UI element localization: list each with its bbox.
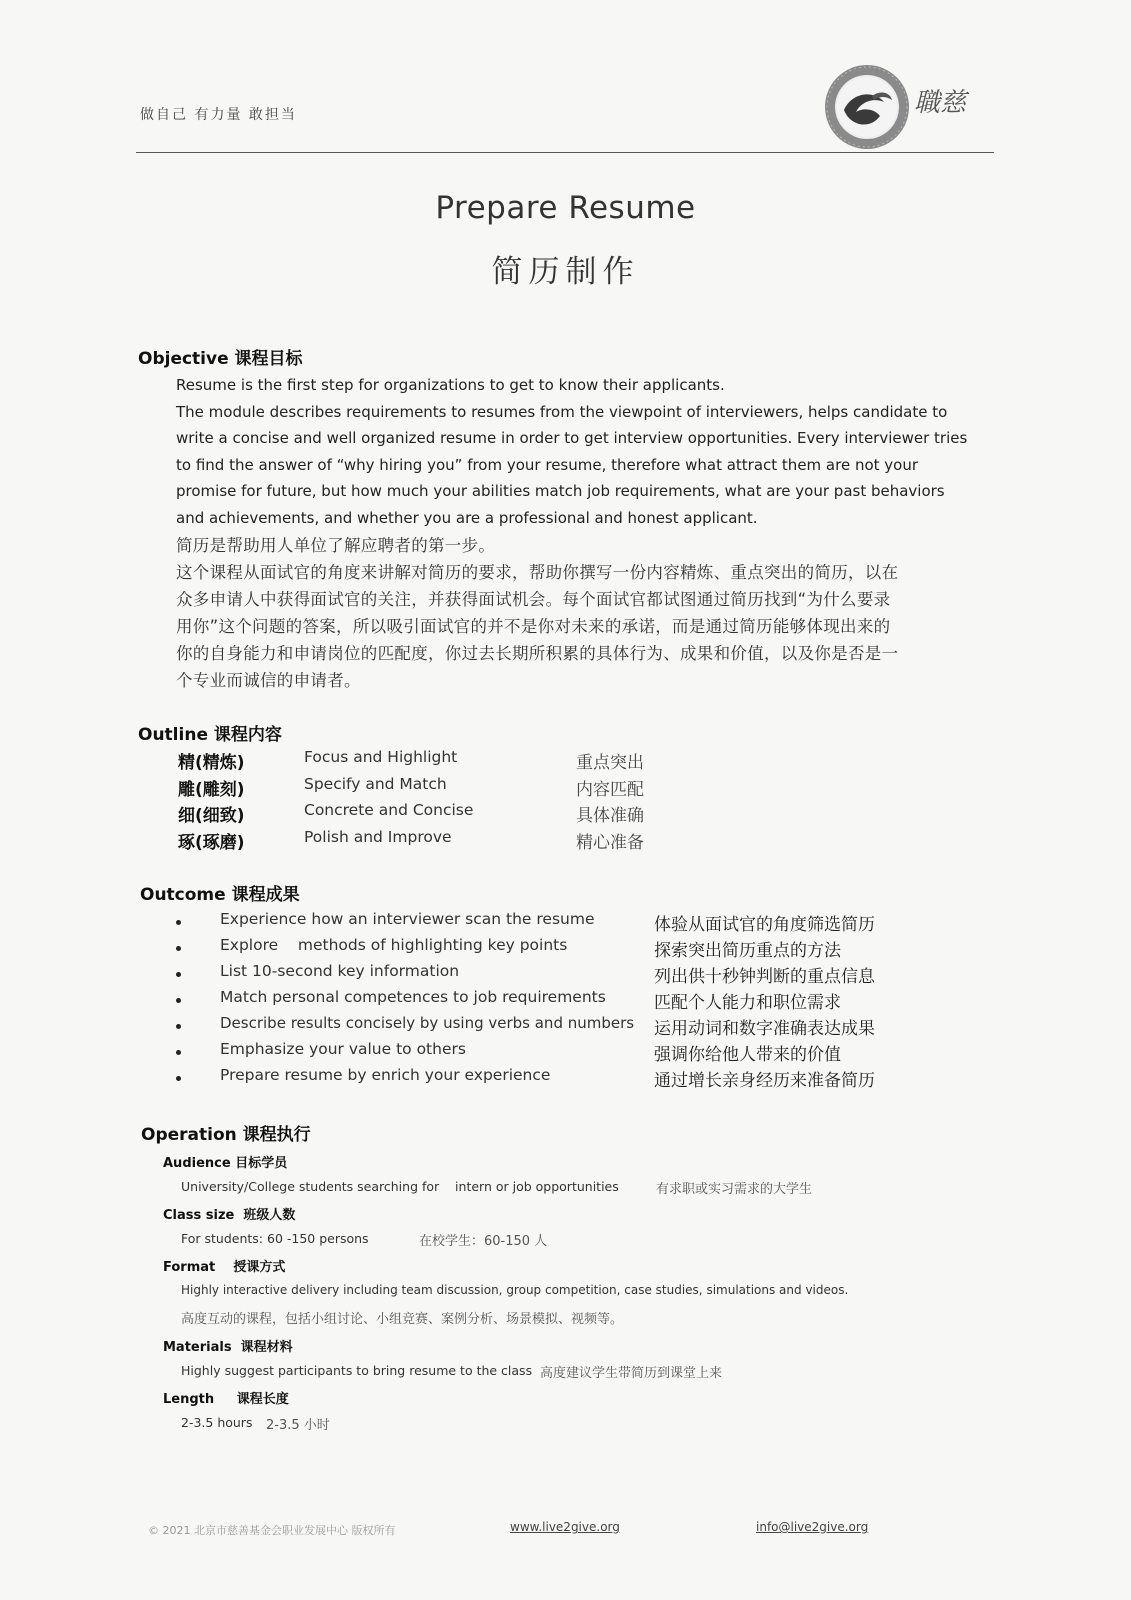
outline-english-term: Specify and Match	[304, 774, 447, 793]
outcome-chinese: 列出供十秒钟判断的重点信息	[654, 967, 875, 987]
outline-chinese-desc: 精心准备	[576, 832, 644, 853]
outcome-english: Prepare resume by enrich your experience	[220, 1066, 551, 1084]
outcome-chinese: 体验从面试官的角度筛选简历	[654, 915, 875, 935]
outcome-item	[176, 1066, 936, 1092]
outcome-item	[176, 910, 936, 936]
outcome-item	[176, 1040, 936, 1066]
outline-chinese-desc: 内容匹配	[576, 779, 644, 800]
outline-row	[178, 748, 698, 775]
class-size-chinese: 在校学生：60-150 人	[419, 1234, 548, 1249]
objective-heading: Objective 课程目标	[138, 349, 303, 369]
outcome-item	[176, 936, 936, 962]
objective-english-text	[176, 372, 996, 531]
outcome-english: Explore methods of highlighting key points	[220, 936, 568, 954]
materials-chinese: 高度建议学生带简历到课堂上来	[540, 1366, 723, 1381]
objective-cn-line: 简历是帮助用人单位了解应聘者的第一步。	[176, 536, 496, 555]
operation-heading: Operation 课程执行	[141, 1125, 311, 1145]
outline-chinese-term: 琢(琢磨)	[178, 832, 245, 853]
format-label: Format 授课方式	[163, 1260, 286, 1275]
audience-label: Audience 目标学员	[163, 1156, 288, 1171]
bullet-icon	[176, 1024, 181, 1029]
header-slogan: 做自己 有力量 敢担当	[140, 107, 297, 123]
objective-chinese-text	[176, 532, 996, 694]
website-link[interactable]: www.live2give.org	[510, 1520, 620, 1534]
format-english: Highly interactive delivery including team discussion, group competition, case studies, simulations and videos.	[181, 1283, 849, 1297]
outline-chinese-desc: 具体准确	[576, 806, 644, 826]
objective-cn-line: 用你”这个问题的答案，所以吸引面试官的并不是你对未来的承诺，而是通过简历能够体现出来的	[176, 617, 891, 636]
bullet-icon	[176, 972, 181, 977]
objective-en-line: write a concise and well organized resume in order to get interview opportunities. Every interviewer tries	[176, 429, 968, 447]
outcome-item	[176, 1014, 936, 1040]
outline-chinese-term: 雕(雕刻)	[178, 779, 245, 800]
objective-en-line: promise for future, but how much your abilities match job requirements, what are your past behaviors	[176, 482, 945, 500]
logo-text: 職慈	[914, 88, 967, 118]
length-english: 2-3.5 hours	[181, 1415, 253, 1430]
outline-row	[178, 801, 698, 828]
page-title: Prepare Resume	[435, 190, 696, 226]
length-chinese: 2-3.5 小时	[266, 1418, 330, 1433]
objective-en-line: to find the answer of “why hiring you” from your resume, therefore what attract them are not your	[176, 455, 919, 474]
outcome-chinese: 探索突出简历重点的方法	[654, 941, 841, 961]
class-size-english: For students: 60 -150 persons	[181, 1231, 369, 1246]
audience-chinese: 有求职或实习需求的大学生	[656, 1182, 813, 1197]
outline-chinese-term: 精(精炼)	[178, 753, 245, 773]
objective-cn-line: 众多申请人中获得面试官的关注，并获得面试机会。每个面试官都试图通过简历找到“为什么要录	[176, 590, 891, 609]
outcome-heading: Outcome 课程成果	[140, 885, 300, 905]
length-label: Length 课程长度	[163, 1392, 289, 1407]
objective-en-line: Resume is the first step for organizations to get to know their applicants.	[176, 376, 725, 394]
audience-english: University/College students searching for intern or job opportunities	[181, 1179, 619, 1194]
outcome-item	[176, 962, 936, 988]
outcome-chinese: 运用动词和数字准确表达成果	[654, 1019, 875, 1039]
outline-english-term: Focus and Highlight	[304, 748, 458, 766]
bullet-icon	[176, 998, 181, 1003]
footer-copyright: © 2021 北京市慈善基金会职业发展中心 版权所有	[148, 1524, 396, 1537]
outline-english-term: Polish and Improve	[304, 827, 452, 846]
objective-cn-line: 这个课程从面试官的角度来讲解对简历的要求，帮助你撰写一份内容精炼、重点突出的简历，以在	[176, 563, 899, 582]
outcome-english: Match personal competences to job requirements	[220, 988, 606, 1006]
outcome-item	[176, 988, 936, 1014]
bullet-icon	[176, 920, 181, 925]
logo-emblem-icon	[822, 62, 912, 152]
page-subtitle: 简历制作	[491, 254, 640, 290]
outcome-english: List 10-second key information	[220, 962, 460, 980]
outcome-chinese: 匹配个人能力和职位需求	[654, 993, 841, 1013]
bullet-icon	[176, 946, 181, 951]
outline-heading: Outline 课程内容	[138, 725, 282, 745]
format-chinese: 高度互动的课程，包括小组讨论、小组竞赛、案例分析、场景模拟、视频等。	[181, 1312, 624, 1327]
outcome-chinese: 通过增长亲身经历来准备简历	[654, 1071, 875, 1091]
outline-chinese-term: 细(细致)	[178, 806, 245, 826]
email-link[interactable]: info@live2give.org	[756, 1520, 869, 1534]
outline-row	[178, 828, 698, 855]
header-divider	[136, 152, 994, 153]
outcome-english: Experience how an interviewer scan the resume	[220, 910, 595, 928]
outcome-english: Emphasize your value to others	[220, 1040, 466, 1058]
outline-english-term: Concrete and Concise	[304, 801, 474, 819]
outcome-english: Describe results concisely by using verbs and numbers	[220, 1014, 635, 1032]
bullet-icon	[176, 1076, 181, 1081]
objective-cn-line: 个专业而诚信的申请者。	[176, 671, 361, 690]
outline-chinese-desc: 重点突出	[576, 753, 644, 773]
bullet-icon	[176, 1050, 181, 1055]
outline-table	[178, 748, 698, 854]
objective-en-line: The module describes requirements to resumes from the viewpoint of interviewers, helps candidate to	[176, 402, 948, 421]
objective-en-line: and achievements, and whether you are a professional and honest applicant.	[176, 508, 758, 527]
materials-english: Highly suggest participants to bring resume to the class	[181, 1363, 533, 1378]
materials-label: Materials 课程材料	[163, 1340, 293, 1355]
objective-cn-line: 你的自身能力和申请岗位的匹配度，你过去长期所积累的具体行为、成果和价值，以及你是否是一	[176, 644, 899, 663]
outline-row	[178, 775, 698, 802]
class-size-label: Class size 班级人数	[163, 1208, 296, 1223]
outcome-chinese: 强调你给他人带来的价值	[654, 1045, 841, 1065]
logo	[822, 62, 992, 152]
outcome-list	[176, 910, 936, 1092]
